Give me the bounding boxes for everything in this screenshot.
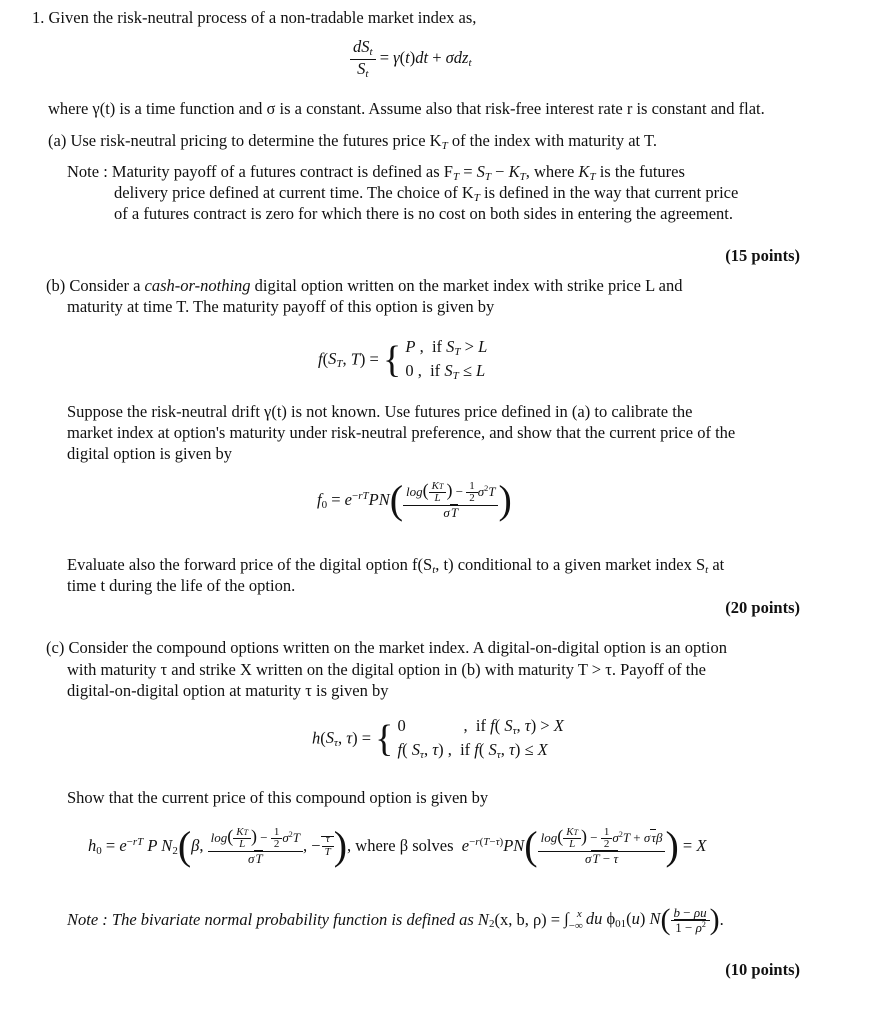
compound-price-equation: $h_0 = e^{-rT}$ P $N_2(\beta$, log( $\frac{KT}{L}$ ) − $\frac{1}{2}$ $\sigma^2T$ σT , − $\frac{\tau}{T}$ ), where β solves $e^{-r(T-\tau)}PN$( log( $\frac{KT}{L}$ ) − $\frac{1}{2}$ $\sigma^2T + \sigma\tau\beta$ σT − τ ) = X (88, 823, 707, 868)
part-a-points: (15 points) (725, 246, 800, 265)
digital-price-equation: $f_0 = e^{-rT}PN$( log( $\frac{KT}{L}$ ) − $\frac{1}{2}$ $\sigma^2T$ σT ) (317, 477, 512, 522)
part-b-para2: market index at option's maturity under risk-neutral preference, and show that the current price of the (67, 423, 736, 442)
question-heading: 1. Given the risk-neutral process of a non-tradable market index as, (32, 8, 477, 27)
part-b-para1: Suppose the risk-neutral drift γ(t) is not known. Use futures price defined in (a) to calibrate the (67, 402, 693, 421)
bivariate-note: Note : The bivariate normal probability function is defined as $N_2(x$, b, $\rho) = \int_{-\infty}^x$ du $\phi_{01}(u)$ N( $\frac{b - \rho u}{1 - \rho^2}$ ). (67, 903, 724, 936)
part-a-note-line3: of a futures contract is zero for which there is no cost on both sides in entering the agreement. (114, 204, 734, 223)
intro-where: where γ(t) is a time function and σ is a constant. Assume also that risk-free interest rate r is constant and flat. (48, 99, 765, 118)
part-c-show: Show that the current price of this compound option is given by (67, 788, 489, 807)
part-b-points: (20 points) (725, 598, 800, 617)
part-a-note-line2: delivery price defined at current time. The choice of $K_T$ is defined in the way that current price (114, 183, 739, 204)
digital-payoff-equation: $f(S_T$, T) = { P , if $S_T > L$ 0 , if $S_T \le L$ (318, 337, 488, 382)
part-b-eval-line2: time t during the life of the option. (67, 576, 296, 595)
part-b-line1: (b) Consider a cash-or-nothing digital option written on the market index with strike price L and (46, 276, 683, 295)
part-b-eval-line1: Evaluate also the forward price of the digital option $f(S_t$, t) conditional to a given market index $S_t$ at (67, 555, 725, 576)
part-c-para2: with maturity τ and strike X written on the digital option in (b) with maturity T > τ. Payoff of the (67, 660, 706, 679)
part-a-note-line1: Note : Maturity payoff of a futures contract is defined as $F_T = S_T - K_T$, where $K_T$ is the futures (67, 162, 685, 183)
sde-equation: $\frac{dS_t}{S_t}$ = γ(t)dt + σdz$_t$ (350, 38, 472, 80)
part-b-line2: maturity at time T. The maturity payoff of this option is given by (67, 297, 495, 316)
part-c-para3: digital-on-digital option at maturity τ is given by (67, 681, 389, 700)
part-c-points: (10 points) (725, 960, 800, 979)
compound-payoff-equation: $h(S_\tau$, τ) = { 0 , if f( $S_\tau$, τ) > X f( $S_\tau$, τ) , if f( $S_\tau$, τ) ≤ X (312, 716, 564, 761)
part-b-para3: digital option is given by (67, 444, 232, 463)
part-c-para1: (c) Consider the compound options written on the market index. A digital-on-digital option is an option (46, 638, 727, 657)
part-a-question: (a) Use risk-neutral pricing to determine the futures price $K_T$ of the index with maturity at T. (48, 131, 657, 152)
